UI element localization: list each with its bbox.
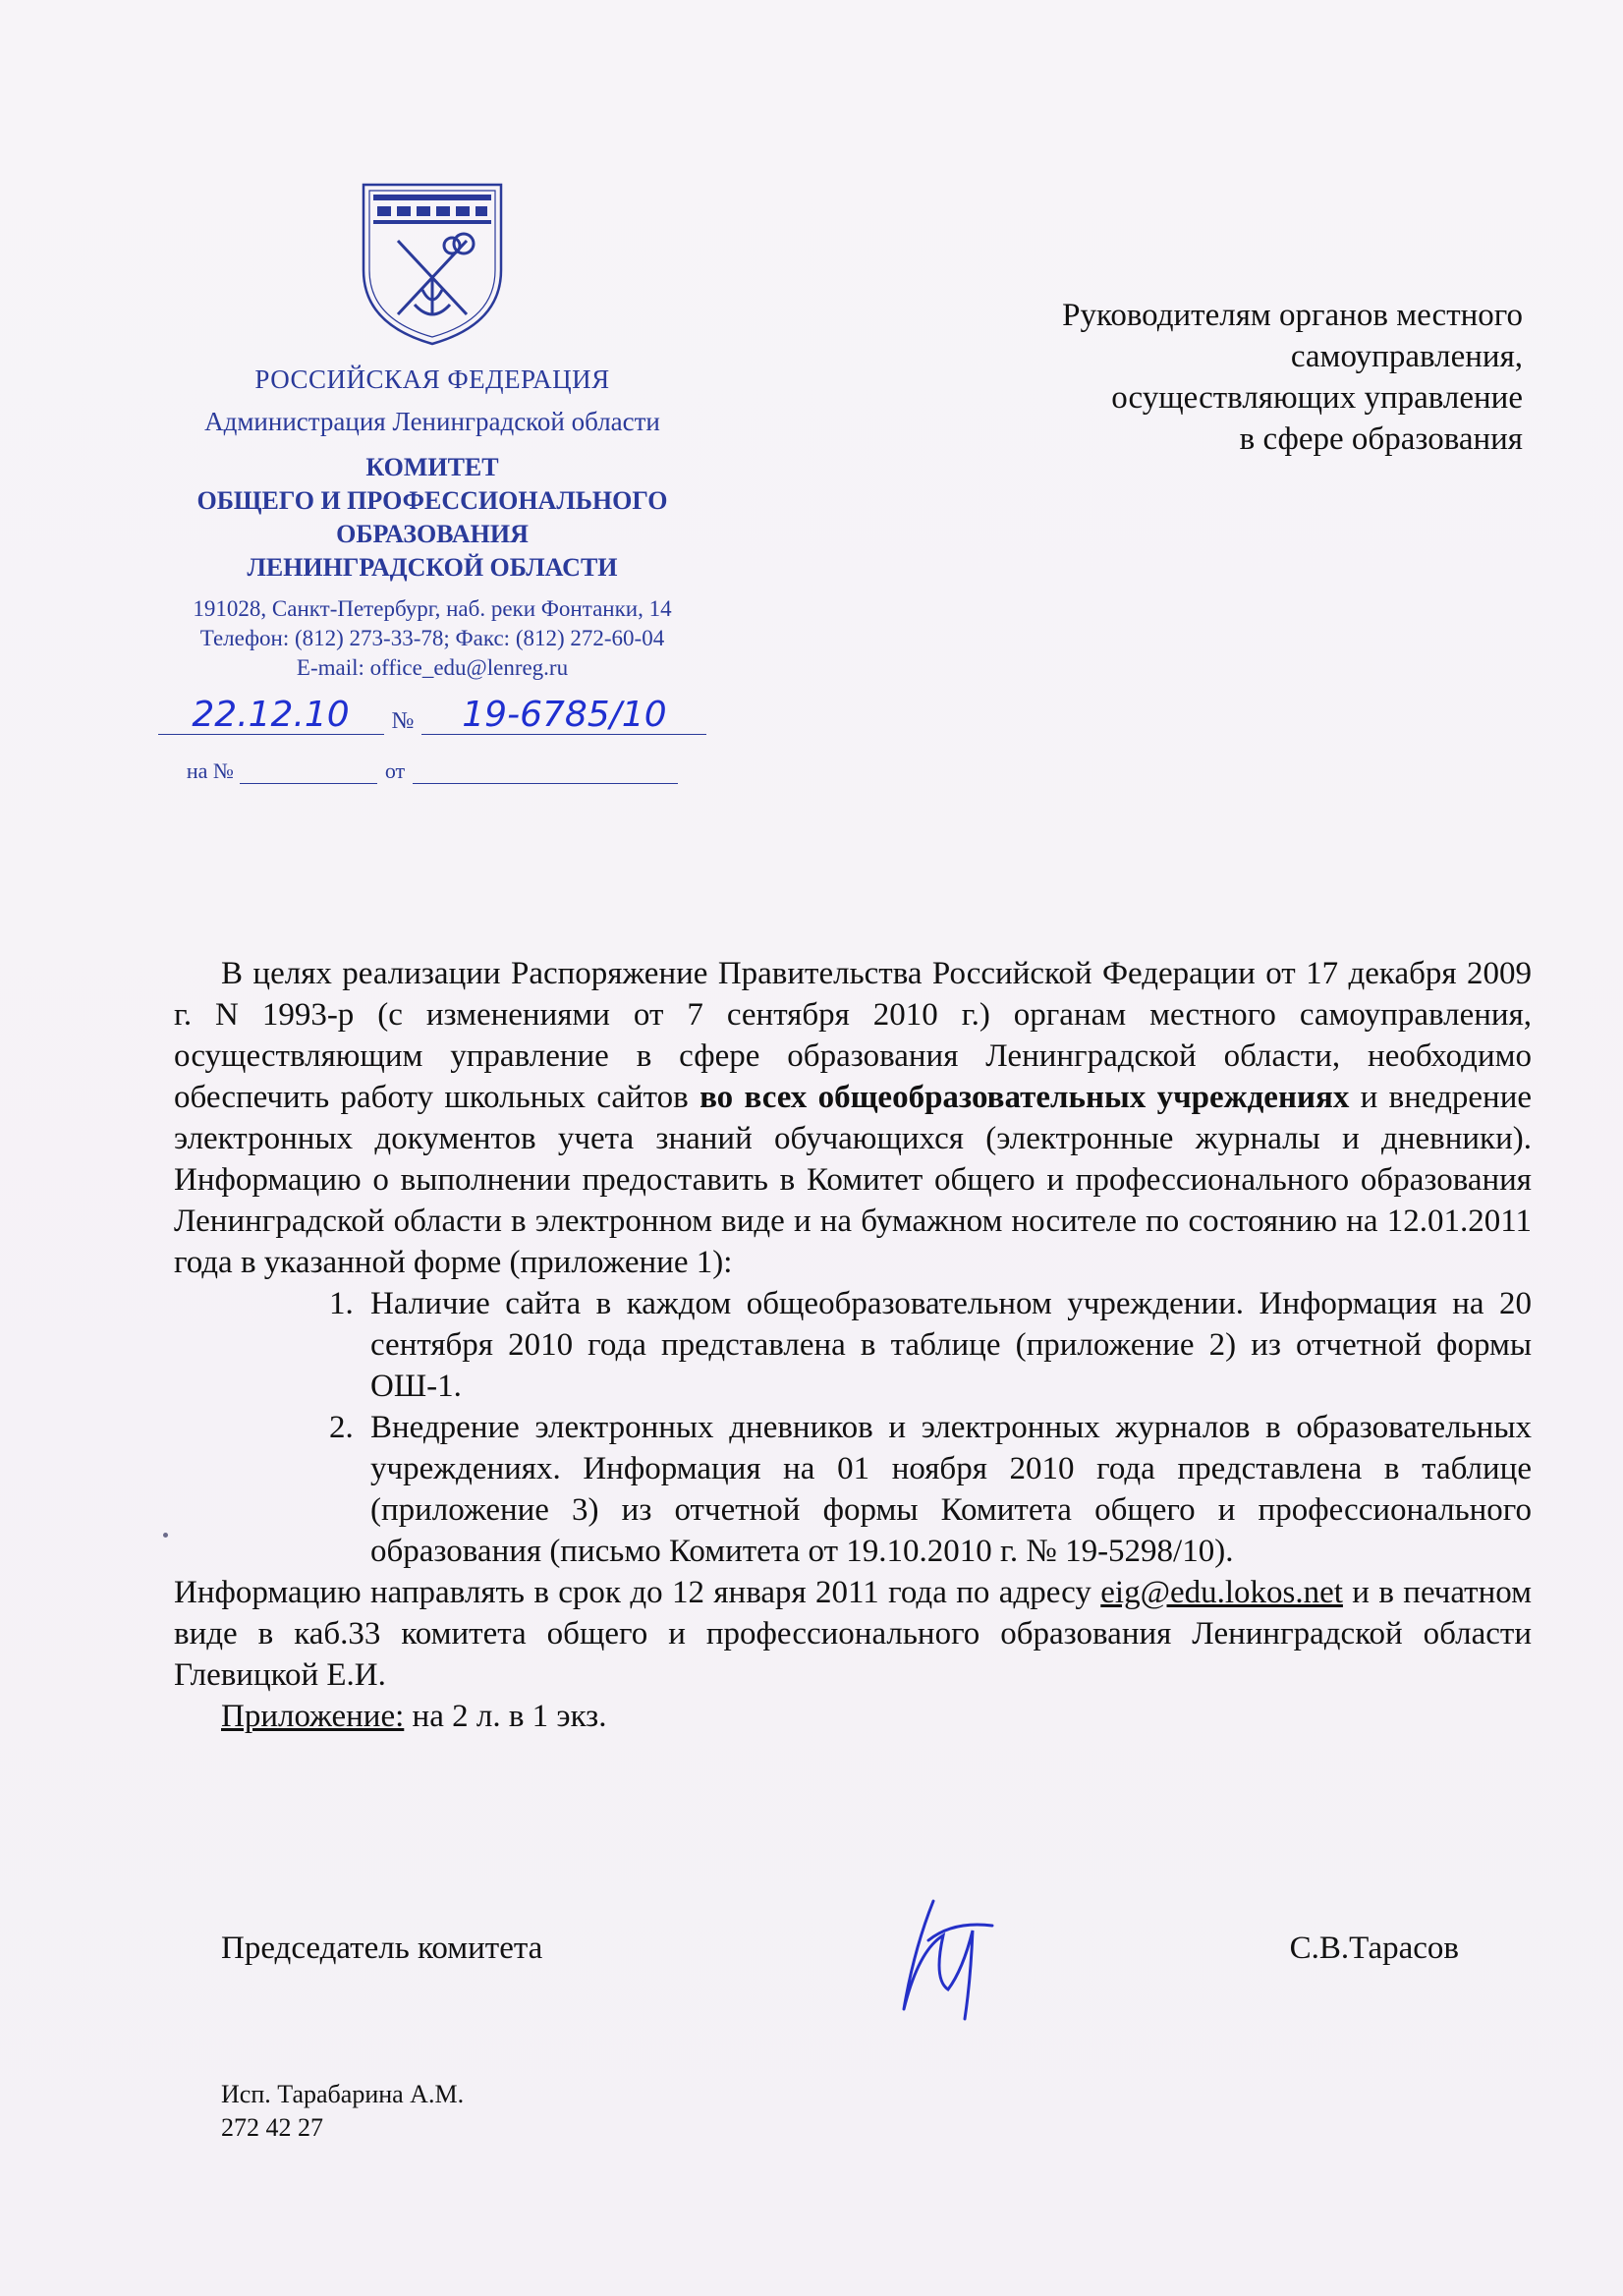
handwritten-signature — [874, 1891, 1022, 2039]
letterhead — [138, 177, 727, 784]
list-item — [329, 1407, 1532, 1572]
addressee-line: самоуправления, — [1290, 339, 1523, 374]
addressee-line: Руководителям органов местного — [1062, 298, 1523, 333]
addressee-block — [933, 295, 1523, 460]
letterhead-address: 191028, Санкт-Петербург, наб. реки Фонтанки, 14 — [193, 596, 672, 621]
reply-date-blank — [413, 763, 678, 784]
letterhead-committee — [138, 451, 727, 585]
committee-line: ОБЩЕГО И ПРОФЕССИОНАЛЬНОГО — [196, 486, 668, 515]
addressee-line: в сфере образования — [1239, 421, 1523, 457]
reply-on-label: на № — [186, 758, 234, 783]
executor-phone: 272 42 27 — [221, 2113, 323, 2142]
committee-line: ОБРАЗОВАНИЯ — [336, 520, 529, 548]
paragraph-text: и внедрение электронных документов учета знаний обучающихся (электронные журналы и дневники). Информацию о выполнении предоставить в Комитет общего и профессионального образования Ленинградской области в электронном виде и на бумажном носителе по состоянию на 12.01.2011 года в указанной форме (приложение 1): — [174, 1080, 1533, 1280]
attachment-text: на 2 л. в 1 экз. — [404, 1699, 607, 1734]
list-item-number: 1. — [329, 1286, 354, 1321]
committee-line: КОМИТЕТ — [365, 453, 499, 481]
list-item-number: 2. — [329, 1410, 354, 1445]
list-item-text: Внедрение электронных дневников и электронных журналов в образовательных учреждениях. Информация на 01 ноября 2010 года представлена в таблице (приложение 3) из отчетной формы Комитета общего и профессионального образования (письмо Комитета от 19.10.2010 г. № 19-5298/10). — [370, 1410, 1532, 1569]
paragraph-text: В целях реализации Распоряжение Правительства Российской Федерации от 17 декабря 2009 г. N 1993-р (с изменениями от 7 сентября 2010 г.) органам местного самоуправления, осуществляющим управление в сфере образования Ленинградской области, необходимо обеспечить работу школьных сайтов — [174, 956, 1532, 1115]
signatory-name: С.В.Тарасов — [1289, 1931, 1459, 1966]
coat-of-arms-emblem — [354, 177, 511, 349]
signatory-title: Председатель комитета — [221, 1931, 543, 1966]
paragraph-main — [174, 953, 1532, 1283]
executor-name: Исп. Тарабарина А.М. — [221, 2080, 465, 2108]
requirements-list — [174, 1283, 1532, 1572]
paragraph-text: и в печатном виде в каб.33 комитета общего и профессионального образования Ленинградской области Глевицкой Е.И. — [174, 1575, 1532, 1693]
letterhead-phone: Телефон: (812) 273-33-78; Факс: (812) 272-60-04 — [199, 626, 665, 650]
outgoing-number: 19-6785/10 — [421, 697, 706, 735]
letterhead-contacts — [138, 594, 727, 683]
letterhead-administration: Администрация Ленинградской области — [204, 407, 660, 436]
list-item-text: Наличие сайта в каждом общеобразовательном учреждении. Информация на 20 сентября 2010 года представлена в таблице (приложение 2) из отчетной формы ОШ-1. — [370, 1286, 1532, 1404]
scan-speck — [163, 1533, 168, 1538]
paragraph-submission — [174, 1572, 1532, 1696]
reply-to-line — [138, 758, 727, 784]
number-label: № — [391, 708, 415, 734]
paragraph-text: Информацию направлять в срок до 12 января 2011 года по адресу — [174, 1575, 1101, 1610]
outgoing-number-line — [138, 697, 727, 735]
reply-from-label: от — [384, 758, 406, 783]
committee-line: ЛЕНИНГРАДСКОЙ ОБЛАСТИ — [247, 553, 618, 582]
letter-body — [174, 953, 1532, 1737]
addressee-line: осуществляющих управление — [1111, 380, 1523, 416]
outgoing-date: 22.12.10 — [158, 697, 384, 735]
signature-block — [221, 1931, 1459, 2019]
executor-block — [221, 2078, 464, 2145]
email-link[interactable]: eig@edu.lokos.net — [1100, 1575, 1343, 1610]
list-item — [329, 1283, 1532, 1407]
emphasis-text: во всех общеобразовательных учреждениях — [700, 1080, 1350, 1115]
reply-number-blank — [240, 763, 377, 784]
attachment-label: Приложение: — [221, 1699, 405, 1734]
letterhead-country: РОССИЙСКАЯ ФЕДЕРАЦИЯ — [254, 364, 610, 394]
letterhead-email: E-mail: office_edu@lenreg.ru — [296, 655, 569, 680]
attachment-line — [174, 1696, 1532, 1737]
